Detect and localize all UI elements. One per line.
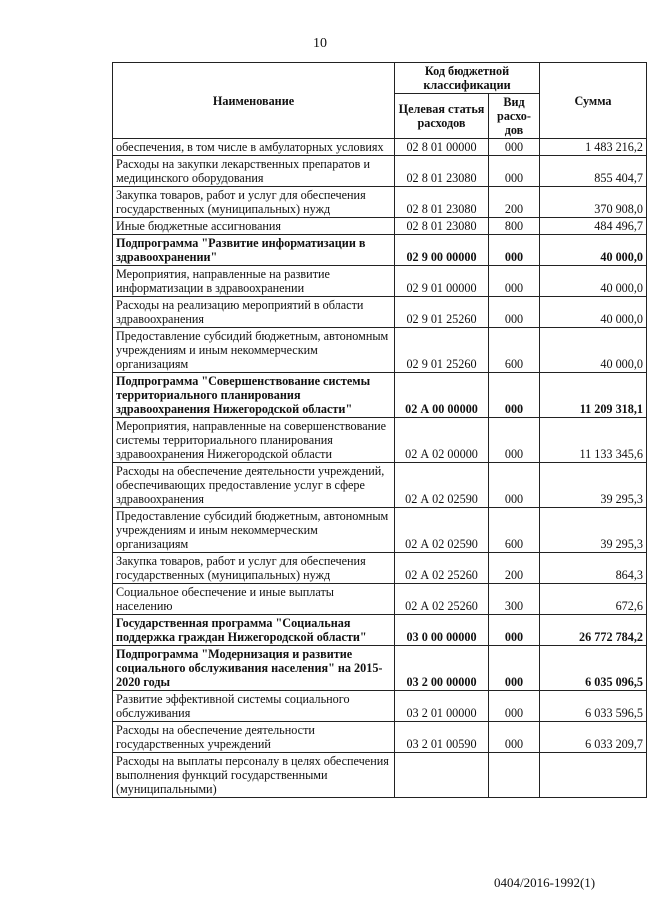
row-target-item: 02 8 01 23080: [395, 187, 489, 218]
document-code: 0404/2016-1992(1): [494, 875, 596, 890]
row-sum: 11 209 318,1: [540, 373, 647, 418]
table-header: [113, 63, 647, 139]
table-row: [113, 646, 647, 691]
row-sum: 26 772 784,2: [540, 615, 647, 646]
row-target-item: 02 9 00 00000: [395, 235, 489, 266]
row-sum: 672,6: [540, 584, 647, 615]
row-target-item: 02 А 00 00000: [395, 373, 489, 418]
table-row: [113, 508, 647, 553]
row-name: Подпрограмма "Развитие информатизации в здравоохранении": [113, 235, 395, 266]
row-expense-type: 000: [489, 646, 540, 691]
row-name: Иные бюджетные ассигнования: [113, 218, 395, 235]
page-number: 10: [313, 36, 327, 51]
row-expense-type: 000: [489, 418, 540, 463]
table-row: [113, 328, 647, 373]
row-expense-type: 000: [489, 235, 540, 266]
row-name: Закупка товаров, работ и услуг для обеспечения государственных (муниципальных) нужд: [113, 187, 395, 218]
row-name: Подпрограмма "Совершенствование системы территориального планирования здравоохранения Нижегородской области": [113, 373, 395, 418]
row-expense-type: 200: [489, 187, 540, 218]
row-sum: 40 000,0: [540, 235, 647, 266]
header-code-group: Код бюджетной классификации: [395, 63, 540, 94]
row-target-item: 03 2 00 00000: [395, 646, 489, 691]
row-name: Подпрограмма "Модернизация и развитие социального обслуживания населения" на 2015-2020 годы: [113, 646, 395, 691]
row-target-item: 02 9 01 00000: [395, 266, 489, 297]
row-target-item: 02 8 01 23080: [395, 156, 489, 187]
row-expense-type: [489, 753, 540, 798]
row-sum: 40 000,0: [540, 297, 647, 328]
row-expense-type: 600: [489, 508, 540, 553]
row-expense-type: 300: [489, 584, 540, 615]
table-row: [113, 156, 647, 187]
row-name: Расходы на выплаты персоналу в целях обеспечения выполнения функций государственными (муниципальными): [113, 753, 395, 798]
row-target-item: 02 А 02 00000: [395, 418, 489, 463]
row-target-item: 02 А 02 02590: [395, 463, 489, 508]
row-expense-type: 000: [489, 463, 540, 508]
row-sum: 11 133 345,6: [540, 418, 647, 463]
table-row: [113, 753, 647, 798]
header-target-item: Целевая статья расходов: [395, 94, 489, 139]
row-sum: 370 908,0: [540, 187, 647, 218]
row-target-item: 02 8 01 23080: [395, 218, 489, 235]
table-row: [113, 297, 647, 328]
row-expense-type: 200: [489, 553, 540, 584]
row-name: Расходы на закупки лекарственных препаратов и медицинского оборудования: [113, 156, 395, 187]
table-row: [113, 691, 647, 722]
row-expense-type: 800: [489, 218, 540, 235]
row-target-item: 02 А 02 25260: [395, 553, 489, 584]
row-target-item: 03 2 01 00590: [395, 722, 489, 753]
table-row: [113, 218, 647, 235]
row-name: Государственная программа "Социальная поддержка граждан Нижегородской области": [113, 615, 395, 646]
row-expense-type: 000: [489, 722, 540, 753]
row-expense-type: 000: [489, 615, 540, 646]
row-sum: 1 483 216,2: [540, 139, 647, 156]
table-row: [113, 553, 647, 584]
row-expense-type: 000: [489, 373, 540, 418]
table-row: [113, 418, 647, 463]
row-name: Предоставление субсидий бюджетным, автономным учреждениям и иным некоммерческим организациям: [113, 508, 395, 553]
budget-table: [112, 62, 647, 798]
table-body: [113, 139, 647, 798]
row-sum: 484 496,7: [540, 218, 647, 235]
row-sum: 40 000,0: [540, 328, 647, 373]
row-name: Развитие эффективной системы социального обслуживания: [113, 691, 395, 722]
table-row: [113, 235, 647, 266]
row-expense-type: 000: [489, 691, 540, 722]
header-expense-type: Вид расхо-дов: [489, 94, 540, 139]
row-target-item: [395, 753, 489, 798]
row-target-item: 03 0 00 00000: [395, 615, 489, 646]
table-row: [113, 463, 647, 508]
row-name: Расходы на реализацию мероприятий в области здравоохранения: [113, 297, 395, 328]
row-sum: 39 295,3: [540, 463, 647, 508]
row-name: Закупка товаров, работ и услуг для обеспечения государственных (муниципальных) нужд: [113, 553, 395, 584]
table-row: [113, 139, 647, 156]
row-sum: 864,3: [540, 553, 647, 584]
header-name: Наименование: [113, 63, 395, 139]
row-target-item: 02 А 02 02590: [395, 508, 489, 553]
table-row: [113, 722, 647, 753]
row-expense-type: 000: [489, 297, 540, 328]
row-sum: 39 295,3: [540, 508, 647, 553]
row-sum: [540, 753, 647, 798]
row-target-item: 02 9 01 25260: [395, 297, 489, 328]
table-row: [113, 615, 647, 646]
table-row: [113, 266, 647, 297]
row-target-item: 02 9 01 25260: [395, 328, 489, 373]
row-expense-type: 600: [489, 328, 540, 373]
table-row: [113, 584, 647, 615]
row-expense-type: 000: [489, 139, 540, 156]
row-name: Мероприятия, направленные на развитие информатизации в здравоохранении: [113, 266, 395, 297]
row-name: Предоставление субсидий бюджетным, автономным учреждениям и иным некоммерческим организациям: [113, 328, 395, 373]
row-name: обеспечения, в том числе в амбулаторных условиях: [113, 139, 395, 156]
row-sum: 6 035 096,5: [540, 646, 647, 691]
row-expense-type: 000: [489, 266, 540, 297]
row-name: Мероприятия, направленные на совершенствование системы территориального планирования здравоохранения Нижегородской области: [113, 418, 395, 463]
row-sum: 6 033 209,7: [540, 722, 647, 753]
header-sum: Сумма: [540, 63, 647, 139]
row-name: Социальное обеспечение и иные выплаты населению: [113, 584, 395, 615]
row-target-item: 02 8 01 00000: [395, 139, 489, 156]
row-sum: 6 033 596,5: [540, 691, 647, 722]
row-name: Расходы на обеспечение деятельности государственных учреждений: [113, 722, 395, 753]
row-target-item: 03 2 01 00000: [395, 691, 489, 722]
table-row: [113, 187, 647, 218]
row-target-item: 02 А 02 25260: [395, 584, 489, 615]
table-row: [113, 373, 647, 418]
row-sum: 40 000,0: [540, 266, 647, 297]
row-expense-type: 000: [489, 156, 540, 187]
row-sum: 855 404,7: [540, 156, 647, 187]
row-name: Расходы на обеспечение деятельности учреждений, обеспечивающих предоставление услуг в сфере здравоохранения: [113, 463, 395, 508]
